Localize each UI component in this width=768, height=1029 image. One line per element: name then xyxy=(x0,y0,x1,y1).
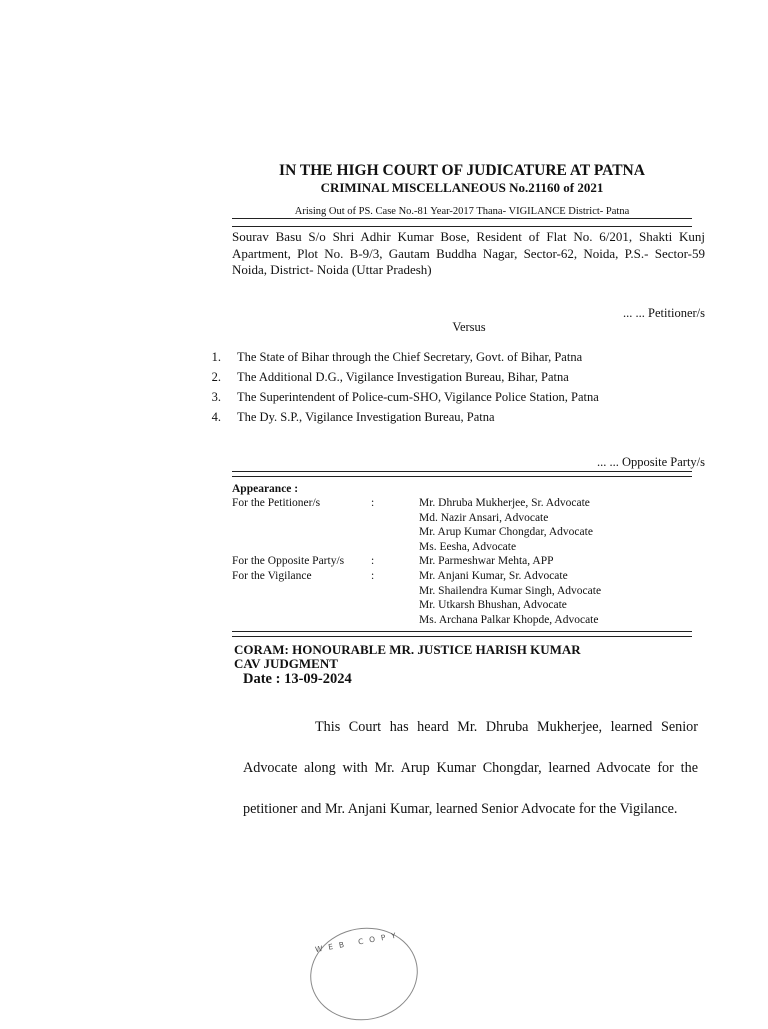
judgment-paragraph: This Court has heard Mr. Dhruba Mukherjee, learned Senior Advocate along with Mr. Arup Kumar Chongdar, learned Advocate for the petitioner and Mr. Anjani Kumar, learned Senior Advocate for the Vigilance. xyxy=(243,719,698,817)
versus-label: Versus xyxy=(452,320,486,334)
respondent-text: The Additional D.G., Vigilance Investigation Bureau, Bihar, Patna xyxy=(237,370,569,384)
web-copy-stamp xyxy=(303,919,425,1028)
counsel-name: Mr. Dhruba Mukherjee, Sr. Advocate xyxy=(419,497,590,509)
appearance-colon: : xyxy=(371,570,375,582)
divider xyxy=(232,471,692,477)
respondent-number: 2. xyxy=(211,370,221,384)
appearance-colon: : xyxy=(371,497,375,509)
respondent-text: The Dy. S.P., Vigilance Investigation Bureau, Patna xyxy=(237,410,495,424)
court-title: IN THE HIGH COURT OF JUDICATURE AT PATNA xyxy=(279,162,645,179)
divider xyxy=(232,631,692,637)
respondent-number: 1. xyxy=(211,350,221,364)
counsel-name: Mr. Anjani Kumar, Sr. Advocate xyxy=(419,570,568,582)
divider xyxy=(232,218,692,227)
respondent-number: 3. xyxy=(211,390,221,404)
appearance-label: For the Petitioner/s xyxy=(232,497,321,509)
arising-line: Arising Out of PS. Case No.-81 Year-2017 Thana- VIGILANCE District- Patna xyxy=(294,206,630,217)
respondent-number: 4. xyxy=(211,410,221,424)
counsel-name: Mr. Shailendra Kumar Singh, Advocate xyxy=(419,584,602,597)
counsel-name: Mr. Parmeshwar Mehta, APP xyxy=(419,555,554,567)
stamp-text: WEB COPY xyxy=(314,929,403,955)
counsel-name: Ms. Archana Palkar Khopde, Advocate xyxy=(419,613,599,626)
counsel-name: Ms. Eesha, Advocate xyxy=(419,540,517,553)
counsel-name: Md. Nazir Ansari, Advocate xyxy=(419,511,549,524)
appearance-colon: : xyxy=(371,555,375,567)
petitioner-details: Sourav Basu S/o Shri Adhir Kumar Bose, Resident of Flat No. 6/201, Shakti Kunj Apartment, Plot No. B-9/3, Gautam Buddha Nagar, Sector-62, Noida, P.S.- Sector-59 Noida, District- Noida (Uttar Pradesh) xyxy=(232,229,705,277)
counsel-list xyxy=(419,496,593,554)
respondent-text: The State of Bihar through the Chief Secretary, Govt. of Bihar, Patna xyxy=(237,350,583,364)
petitioner-label: ... ... Petitioner/s xyxy=(623,306,705,320)
court-header xyxy=(232,162,692,218)
counsel-list xyxy=(419,554,553,569)
counsel-name: Mr. Utkarsh Bhushan, Advocate xyxy=(419,599,567,612)
case-number: CRIMINAL MISCELLANEOUS No.21160 of 2021 xyxy=(320,180,604,195)
appearance-label: For the Vigilance xyxy=(232,570,312,582)
counsel-name: Mr. Arup Kumar Chongdar, Advocate xyxy=(419,526,593,539)
appearance-label: For the Opposite Party/s xyxy=(232,555,345,567)
judgment-type: CAV JUDGMENT xyxy=(234,656,338,671)
appearance-heading: Appearance : xyxy=(232,483,299,495)
coram-line: CORAM: HONOURABLE MR. JUSTICE HARISH KUMAR xyxy=(234,642,581,657)
counsel-list xyxy=(419,569,601,627)
opposite-party-label: ... ... Opposite Party/s xyxy=(597,455,705,469)
judgment-body xyxy=(243,707,698,829)
respondent-text: The Superintendent of Police-cum-SHO, Vigilance Police Station, Patna xyxy=(237,390,599,404)
judgment-date: Date : 13-09-2024 xyxy=(243,671,352,687)
